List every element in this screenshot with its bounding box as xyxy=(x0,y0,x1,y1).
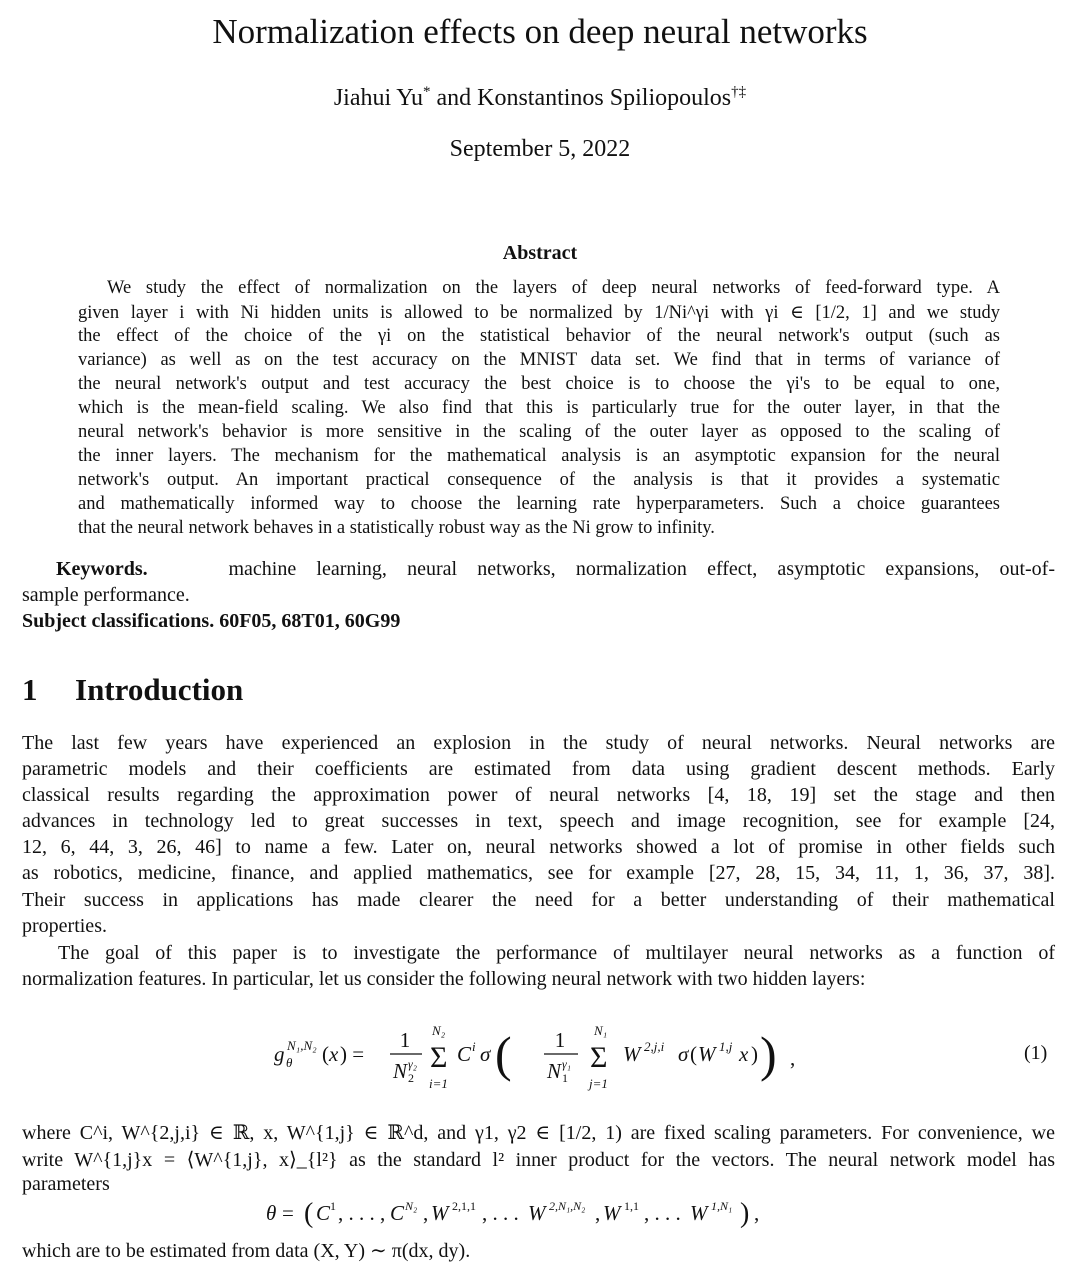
intro-line: advances in technology led to great successes in text, speech and image recognition, see for example [24, xyxy=(22,810,1055,832)
svg-text:N: N xyxy=(547,1059,562,1083)
author-line xyxy=(0,84,1080,112)
svg-text:j=1: j=1 xyxy=(589,1076,608,1091)
abstract-line: We study the effect of normalization on the layers of deep neural networks of feed-forward type. A xyxy=(107,278,1000,298)
svg-text:(: ( xyxy=(690,1042,697,1066)
svg-text:): ) xyxy=(740,1198,750,1229)
svg-text:1,j: 1,j xyxy=(719,1039,733,1054)
svg-text:γ₂: γ₂ xyxy=(408,1057,417,1071)
section-title: Introduction xyxy=(75,672,244,707)
svg-text:N₂: N₂ xyxy=(405,1199,418,1213)
svg-text:2,1,1: 2,1,1 xyxy=(452,1199,476,1213)
intro-line: parametric models and their coefficients are estimated from data using gradient descent methods. Early xyxy=(22,758,1055,780)
svg-text:W: W xyxy=(623,1042,641,1066)
svg-text:(: ( xyxy=(322,1042,329,1066)
svg-text:, . . .: , . . . xyxy=(644,1201,681,1225)
svg-text:θ: θ xyxy=(266,1201,277,1225)
svg-text:σ: σ xyxy=(480,1042,491,1066)
abstract-line: given layer i with Ni hidden units is allowed to be normalized by 1/Ni^γi with γi ∈ [1/2, 1] and we study xyxy=(78,303,1000,323)
author-mark-2: †‡ xyxy=(731,84,747,100)
svg-text:) =: ) = xyxy=(340,1042,365,1066)
intro-line: properties. xyxy=(22,915,107,937)
section-number: 1 xyxy=(22,672,38,707)
svg-text:, . . . ,: , . . . , xyxy=(338,1201,386,1225)
keywords-continuation: sample performance. xyxy=(22,584,190,606)
section-heading xyxy=(22,672,243,708)
svg-text:2,j,i: 2,j,i xyxy=(644,1039,665,1054)
intro-line: Their success in applications has made clearer the need for a better understanding of their mathematical xyxy=(22,889,1055,911)
svg-text:N₁: N₁ xyxy=(594,1023,608,1038)
abstract-line: network's output. An important practical consequence of the analysis is that it provides a systematic xyxy=(78,470,1000,490)
abstract-line: that the neural network behaves in a statistically robust way as the Ni grow to infinity. xyxy=(78,518,715,538)
svg-text:2,N₁,N₂: 2,N₁,N₂ xyxy=(549,1199,586,1213)
svg-text:x: x xyxy=(329,1042,339,1066)
svg-text:): ) xyxy=(751,1042,758,1066)
after-eq-line: parameters xyxy=(22,1173,110,1195)
abstract-line: variance) as well as on the test accuracy on the MNIST data set. We find that in terms of variance of xyxy=(78,350,1000,370)
svg-text:,: , xyxy=(595,1201,601,1225)
svg-text:i: i xyxy=(472,1039,476,1054)
keywords-line xyxy=(56,558,1055,581)
svg-text:W: W xyxy=(528,1201,546,1225)
subject-label: Subject classifications. xyxy=(22,610,215,632)
abstract-line: neural network's behavior is more sensitive in the scaling of the outer layer as opposed to the scaling of xyxy=(78,422,1000,442)
svg-text:,: , xyxy=(790,1046,796,1070)
svg-text:i=1: i=1 xyxy=(429,1076,448,1091)
svg-text:(: ( xyxy=(495,1026,512,1082)
subject-classifications xyxy=(22,610,400,633)
svg-text:C: C xyxy=(316,1201,331,1225)
intro-line: 12, 6, 44, 3, 26, 46] to name a few. Later on, neural networks showed a lot of promise in other fields such xyxy=(22,836,1055,858)
svg-text:,: , xyxy=(423,1201,429,1225)
intro-line: The last few years have experienced an explosion in the study of neural networks. Neural networks are xyxy=(22,732,1055,754)
after-eq-line: where C^i, W^{2,j,i} ∈ ℝ, x, W^{1,j} ∈ ℝ^d, and γ1, γ2 ∈ [1/2, 1) are fixed scaling parameters. For convenience, we xyxy=(22,1122,1055,1144)
author-second: and Konstantinos Spiliopoulos xyxy=(430,85,732,111)
svg-text:C: C xyxy=(457,1042,472,1066)
svg-text:W: W xyxy=(603,1201,621,1225)
abstract-line: the inner layers. The mechanism for the mathematical analysis is an asymptotic expansion for the neural xyxy=(78,446,1000,466)
intro-line: as robotics, medicine, finance, and applied mathematics, see for example [27, 28, 15, 34, 11, 1, 36, 37, 38]. xyxy=(22,862,1055,884)
svg-text:N₂: N₂ xyxy=(432,1023,446,1038)
abstract-line: the neural network's output and test accuracy the best choice is to choose the γi's to be equal to one, xyxy=(78,374,1000,394)
final-line: which are to be estimated from data (X, Y) ∼ π(dx, dy). xyxy=(22,1240,471,1262)
svg-text:C: C xyxy=(390,1201,405,1225)
paper-date: September 5, 2022 xyxy=(449,136,631,162)
svg-text:1,1: 1,1 xyxy=(624,1199,639,1213)
keywords-label: Keywords. xyxy=(56,558,148,580)
svg-text:=: = xyxy=(282,1201,294,1225)
svg-text:1: 1 xyxy=(330,1199,336,1213)
svg-text:γ₁: γ₁ xyxy=(562,1057,571,1071)
abstract-line: the effect of the choice of the γi on the statistical behavior of the neural network's output (such as xyxy=(78,326,1000,346)
svg-text:g: g xyxy=(274,1042,285,1066)
paper-title: Normalization effects on deep neural networks xyxy=(212,12,868,51)
equation-theta xyxy=(260,1190,820,1232)
svg-text:W: W xyxy=(698,1042,716,1066)
svg-text:1,N₁: 1,N₁ xyxy=(711,1199,733,1213)
svg-text:1: 1 xyxy=(554,1028,566,1052)
abstract-line: which is the mean-field scaling. We also find that this is particularly true for the outer layer, in that the xyxy=(78,398,1000,418)
svg-text:Σ: Σ xyxy=(590,1041,608,1074)
svg-text:1: 1 xyxy=(562,1071,568,1085)
author-mark-1: * xyxy=(422,84,431,100)
svg-text:2: 2 xyxy=(408,1071,414,1085)
equation-number: (1) xyxy=(1024,1042,1048,1064)
abstract-line: and mathematically informed way to choose the learning rate hyperparameters. Such a choice guarantees xyxy=(78,494,1000,514)
equation-1 xyxy=(260,1015,820,1095)
svg-text:(: ( xyxy=(304,1198,314,1229)
abstract-heading: Abstract xyxy=(502,242,578,264)
svg-text:σ: σ xyxy=(678,1042,689,1066)
svg-text:x: x xyxy=(739,1042,749,1066)
svg-text:N: N xyxy=(393,1059,408,1083)
svg-text:, . . .: , . . . xyxy=(482,1201,519,1225)
svg-text:): ) xyxy=(760,1026,777,1082)
intro-line: The goal of this paper is to investigate the performance of multilayer neural networks as a function of xyxy=(58,942,1055,964)
intro-line: classical results regarding the approximation power of neural networks [4, 18, 19] set the stage and then xyxy=(22,784,1055,806)
svg-text:Σ: Σ xyxy=(430,1041,448,1074)
after-eq-line: write W^{1,j}x = ⟨W^{1,j}, x⟩_{l²} as the standard l² inner product for the vectors. The neural network model has xyxy=(22,1149,1055,1171)
svg-text:W: W xyxy=(431,1201,449,1225)
author-first: Jiahui Yu xyxy=(333,85,423,111)
svg-text:W: W xyxy=(690,1201,708,1225)
svg-text:1: 1 xyxy=(399,1028,411,1052)
svg-text:,: , xyxy=(754,1201,760,1225)
keywords-text: machine learning, neural networks, normalization effect, asymptotic expansions, out-of- xyxy=(228,558,1056,580)
svg-text:N₁,N₂: N₁,N₂ xyxy=(287,1038,317,1053)
subject-codes: 60F05, 68T01, 60G99 xyxy=(219,610,401,632)
intro-line: normalization features. In particular, let us consider the following neural network with two hidden layers: xyxy=(22,968,866,990)
svg-text:θ: θ xyxy=(286,1055,293,1070)
